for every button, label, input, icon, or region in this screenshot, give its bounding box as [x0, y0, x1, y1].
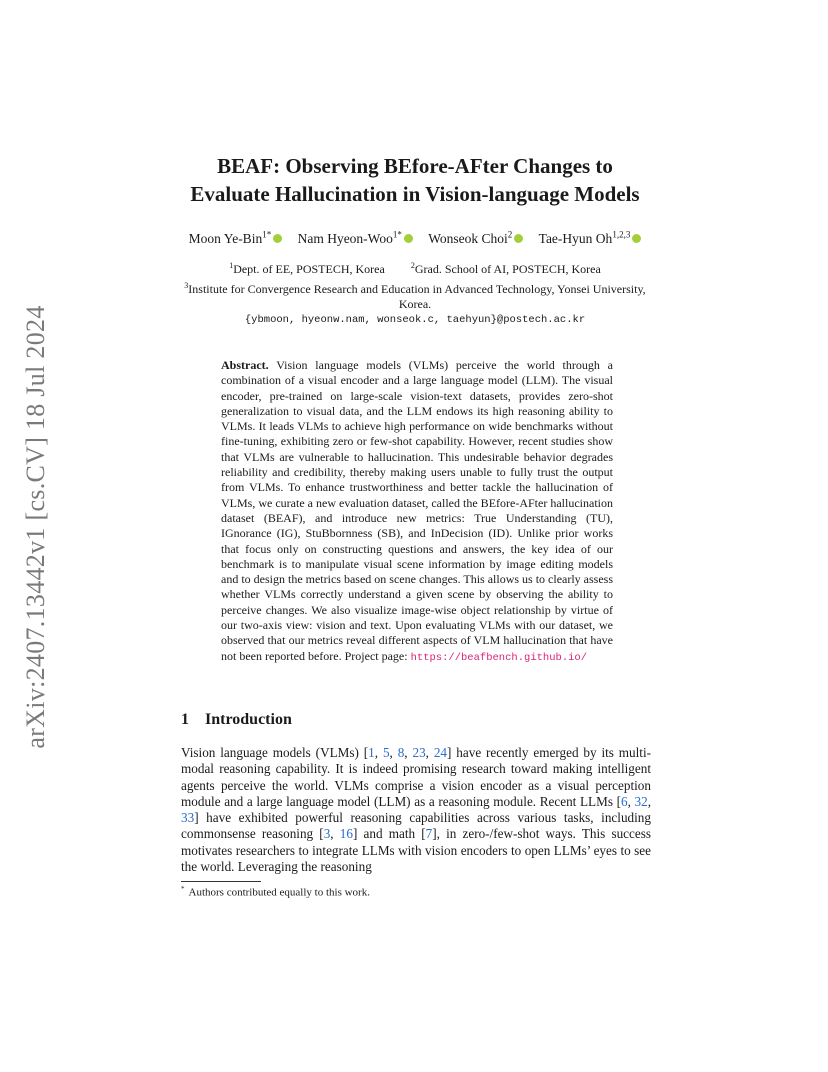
affil-sup: 3	[184, 280, 189, 290]
citation-link[interactable]: 8	[397, 745, 405, 760]
author	[298, 231, 413, 246]
project-page-link[interactable]: https://beafbench.github.io/	[410, 651, 588, 664]
abstract-text: Vision language models (VLMs) perceive the world through a combination of a visual encoder and a large language model (LLM). The visual encoder, pre-trained on large-scale vision-text datasets, provides zero-shot generalization to visual data, and the LLM endows its high reasoning ability to VLMs. It leads VLMs to achieve high performance on wide benchmarks without fine-tuning, exhibiting zero or few-shot capability. However, recent studies show that VLMs are vulnerable to hallucination. This undesirable behavior degrades reliability and credibility, thereby making users unable to fully trust the output from VLMs. To enhance trustworthiness and better tackle the hallucination of VLMs, we curate a new evaluation dataset, called the BEfore-AFter hallucination dataset (BEAF), and introduce new metrics: True Understanding (TU), IGnorance (IG), StuBbornness (SB), and InDecision (ID). Unlike prior works that focus only on constructing questions and answers, the key idea of our benchmark is to manipulate visual scene information by image editing models and to design the metrics based on scene changes. This allows us to clearly assess whether VLMs correctly understand a given scene by observing the ability to perceive changes. We also visualize image-wise object relationship by virtue of our two-axis view: vision and text. Upon evaluating VLMs with our dataset, we observed that our metrics reveal different aspects of VLM hallucination that have not been reported before. Project page:	[221, 358, 614, 663]
citation-link[interactable]: 7	[425, 826, 433, 842]
intro-text: Vision language models (VLMs) [	[181, 745, 369, 760]
citation-separator: ,	[389, 745, 398, 760]
intro-text: ] and math [	[352, 826, 426, 842]
affil-sup: 2	[410, 261, 415, 270]
footnote-rule	[181, 881, 261, 882]
author-name: Wonseok Choi	[428, 230, 508, 246]
author-emails: {ybmoon, hyeonw.nam, wonseok.c, taehyun}@postech.ac.kr	[244, 313, 586, 326]
abstract	[221, 358, 613, 666]
section-title: Introduction	[205, 711, 292, 728]
citation-separator: ,	[627, 793, 635, 809]
citation-link[interactable]: 5	[382, 745, 390, 760]
citation-link[interactable]: 16	[339, 826, 353, 842]
citation-link[interactable]: 6	[620, 793, 628, 809]
author	[539, 231, 642, 246]
orcid-icon[interactable]	[514, 234, 523, 243]
author-name: Tae-Hyun Oh	[538, 230, 613, 246]
section-heading	[181, 711, 292, 729]
author-affil-sup: 1*	[262, 229, 272, 239]
section-number: 1	[181, 711, 189, 728]
intro-text: ] have exhibited powerful reasoning capabilities across various tasks, including commonsense reasoning [	[181, 810, 651, 842]
author-affil-sup: 1,2,3	[612, 229, 631, 239]
citation-link[interactable]: 32	[634, 793, 648, 809]
arxiv-stamp-text: arXiv:2407.13442v1 [cs.CV] 18 Jul 2024	[21, 305, 50, 749]
title-line-2: Evaluate Hallucination in Vision-language Models	[190, 182, 640, 206]
citation-separator: ,	[425, 745, 434, 760]
footnote-text: Authors contributed equally to this work.	[188, 886, 370, 899]
abstract-label: Abstract.	[221, 358, 269, 372]
author-affil-sup: 2	[507, 229, 513, 239]
intro-paragraph	[181, 745, 651, 875]
intro-text: ], in zero-/few-shot ways. This success motivates researchers to integrate LLMs with vision encoders to open LLMs’ eyes to see the world. Leveraging the reasoning	[181, 826, 652, 875]
footnote-mark: *	[181, 885, 185, 893]
footnote	[181, 885, 651, 899]
citation-separator: ,	[647, 793, 651, 809]
author	[428, 231, 523, 246]
author	[189, 231, 283, 246]
citation-link[interactable]: 1	[368, 745, 375, 760]
title-line-1: BEAF: Observing BEfore-AFter Changes to	[217, 154, 613, 178]
citation-link[interactable]: 33	[181, 810, 195, 826]
author-name: Nam Hyeon-Woo	[297, 230, 393, 246]
orcid-icon[interactable]	[632, 234, 641, 243]
intro-text: ] have recently emerged by its multi-modal reasoning capability. It is indeed promising research toward making intelligent agents perceive the world. VLMs comprise a vision encoder as a visual perception module and a large language model (LLM) as a reasoning module. Recent LLMs [	[181, 745, 652, 809]
citation-link[interactable]: 3	[323, 826, 331, 842]
affil-ai: Grad. School of AI, POSTECH, Korea	[414, 262, 601, 276]
affil-sup: 1	[229, 261, 234, 270]
orcid-icon[interactable]	[404, 234, 413, 243]
affil-yonsei: Institute for Convergence Research and Education in Advanced Technology, Yonsei University, Korea.	[188, 281, 646, 311]
author-list	[150, 229, 680, 247]
citation-separator: ,	[404, 745, 413, 760]
affil-row-1	[180, 258, 650, 278]
affil-row-2	[180, 278, 650, 313]
affil-ee: Dept. of EE, POSTECH, Korea	[233, 262, 385, 276]
author-affil-sup: 1*	[392, 229, 402, 239]
citation-separator: ,	[374, 745, 383, 760]
citation-link[interactable]: 24	[433, 745, 448, 760]
affiliations	[180, 258, 650, 328]
paper-title	[150, 152, 680, 208]
citation-link[interactable]: 23	[412, 745, 426, 760]
citation-separator: ,	[330, 826, 340, 842]
orcid-icon[interactable]	[273, 234, 282, 243]
arxiv-stamp	[18, 292, 54, 762]
author-name: Moon Ye-Bin	[188, 230, 263, 246]
